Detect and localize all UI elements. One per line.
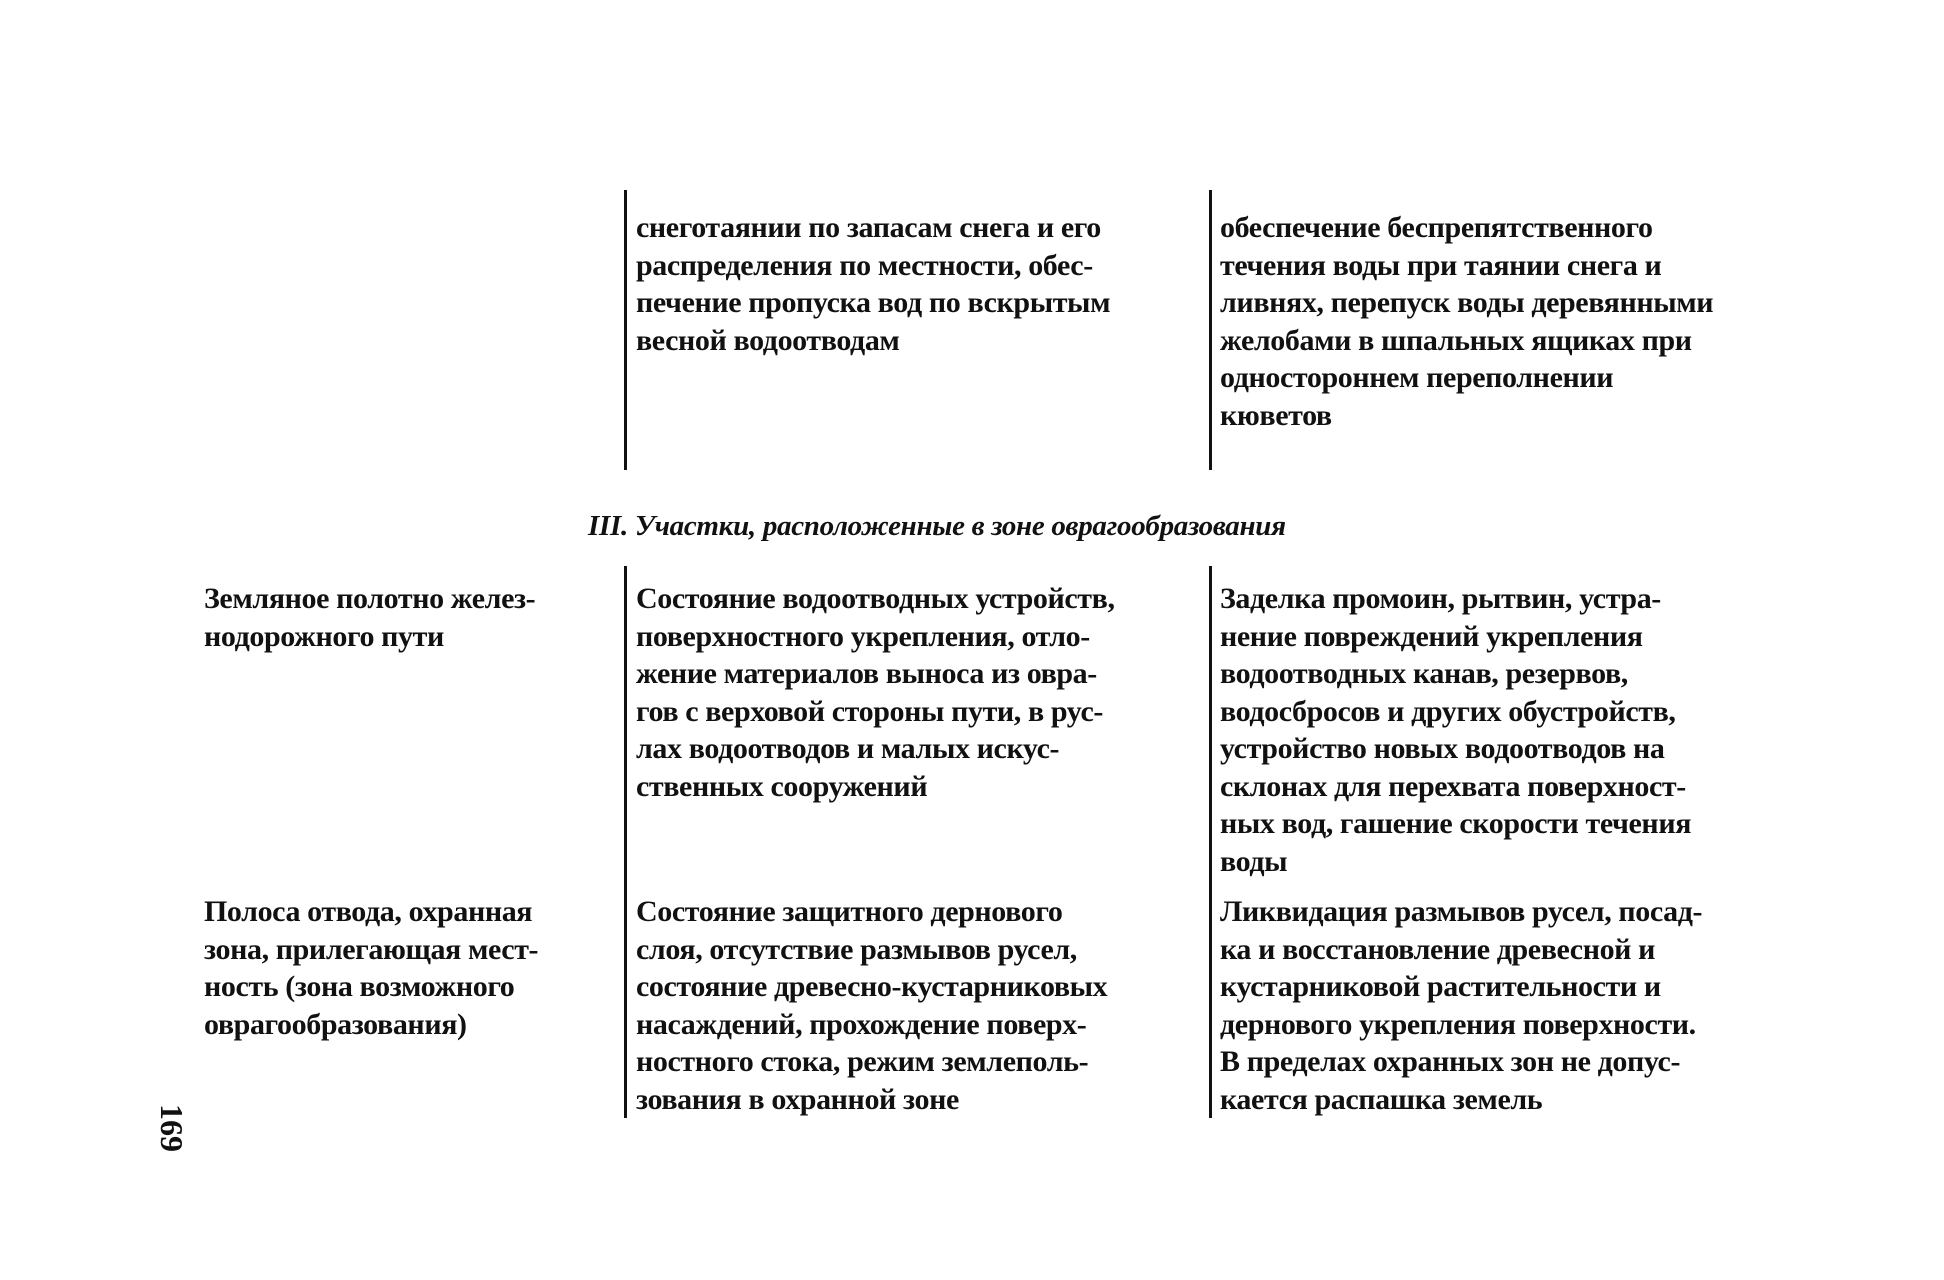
text-line: нение повреждений укрепления xyxy=(1220,619,1643,653)
row-1-col3-cell xyxy=(1220,580,1691,880)
text-line: ливнях, перепуск воды деревянными xyxy=(1220,286,1714,319)
text-line: кюветов xyxy=(1220,398,1332,432)
text-line: печение пропуска вод по вскрытым xyxy=(636,286,1111,319)
section-heading: III. Участки, расположенные в зоне оврагообразования xyxy=(588,510,1286,542)
text-line: Заделка промоин, рытвин, устра- xyxy=(1220,582,1661,615)
text-line: весной водоотводам xyxy=(636,323,900,357)
text-line: дернового укрепления поверхности. xyxy=(1220,1007,1696,1041)
text-line: поверхностного укрепления, отло- xyxy=(636,619,1090,653)
text-line: состояние древесно-кустарниковых xyxy=(636,970,1108,1003)
text-line: кается распашка земель xyxy=(1220,1082,1543,1116)
column-divider-top-right xyxy=(1209,190,1212,470)
row-2-col1-cell xyxy=(204,893,538,1043)
row-2-col2-cell xyxy=(636,893,1107,1118)
page-number: 169 xyxy=(154,1104,190,1152)
row-1-col1-cell xyxy=(204,580,535,655)
text-line: В пределах охранных зон не допус- xyxy=(1220,1045,1681,1078)
text-line: насаждений, прохождение поверх- xyxy=(636,1007,1087,1041)
text-line: оврагообразования) xyxy=(204,1007,467,1041)
text-line: одностороннем переполнении xyxy=(1220,361,1614,394)
text-line: зона, прилегающая мест- xyxy=(204,932,539,966)
continuation-col2-cell xyxy=(636,209,1110,359)
text-line: желобами в шпальных ящиках при xyxy=(1220,323,1692,357)
text-line: устройство новых водоотводов на xyxy=(1220,732,1665,765)
text-line: обеспечение беспрепятственного xyxy=(1220,211,1653,244)
text-line: ность (зона возможного xyxy=(204,970,515,1003)
text-line: гов с верховой стороны пути, в рус- xyxy=(636,694,1103,728)
row-2-col3-cell xyxy=(1220,893,1702,1118)
column-divider-bottom-left xyxy=(624,566,627,1118)
text-line: ка и восстановление древесной и xyxy=(1220,932,1656,966)
text-line: снеготаянии по запасам снега и его xyxy=(636,211,1101,244)
text-line: зования в охранной зоне xyxy=(636,1082,959,1116)
text-line: склонах для перехвата поверхност- xyxy=(1220,769,1686,803)
text-line: лах водоотводов и малых искус- xyxy=(636,732,1060,765)
text-line: Ликвидация размывов русел, посад- xyxy=(1220,895,1703,928)
column-divider-bottom-right xyxy=(1209,566,1212,1118)
text-line: течения воды при таянии снега и xyxy=(1220,248,1662,282)
text-line: Состояние защитного дернового xyxy=(636,895,1063,928)
text-line: жение материалов выноса из овра- xyxy=(636,657,1097,690)
text-line: Полоса отвода, охранная xyxy=(204,895,533,928)
text-line: слоя, отсутствие размывов русел, xyxy=(636,932,1077,966)
text-line: Состояние водоотводных устройств, xyxy=(636,582,1115,615)
text-line: Земляное полотно желез- xyxy=(204,582,536,615)
text-line: водосбросов и других обустройств, xyxy=(1220,694,1676,728)
text-line: кустарниковой растительности и xyxy=(1220,970,1661,1003)
column-divider-top-left xyxy=(624,190,627,470)
text-line: ностного стока, режим землеполь- xyxy=(636,1045,1089,1078)
continuation-col3-cell xyxy=(1220,209,1713,434)
text-line: воды xyxy=(1220,844,1288,878)
text-line: ных вод, гашение скорости течения xyxy=(1220,807,1692,840)
row-1-col2-cell xyxy=(636,580,1115,805)
text-line: нодорожного пути xyxy=(204,619,444,653)
text-line: ственных сооружений xyxy=(636,769,928,803)
text-line: водоотводных канав, резервов, xyxy=(1220,657,1628,690)
text-line: распределения по местности, обес- xyxy=(636,248,1093,282)
